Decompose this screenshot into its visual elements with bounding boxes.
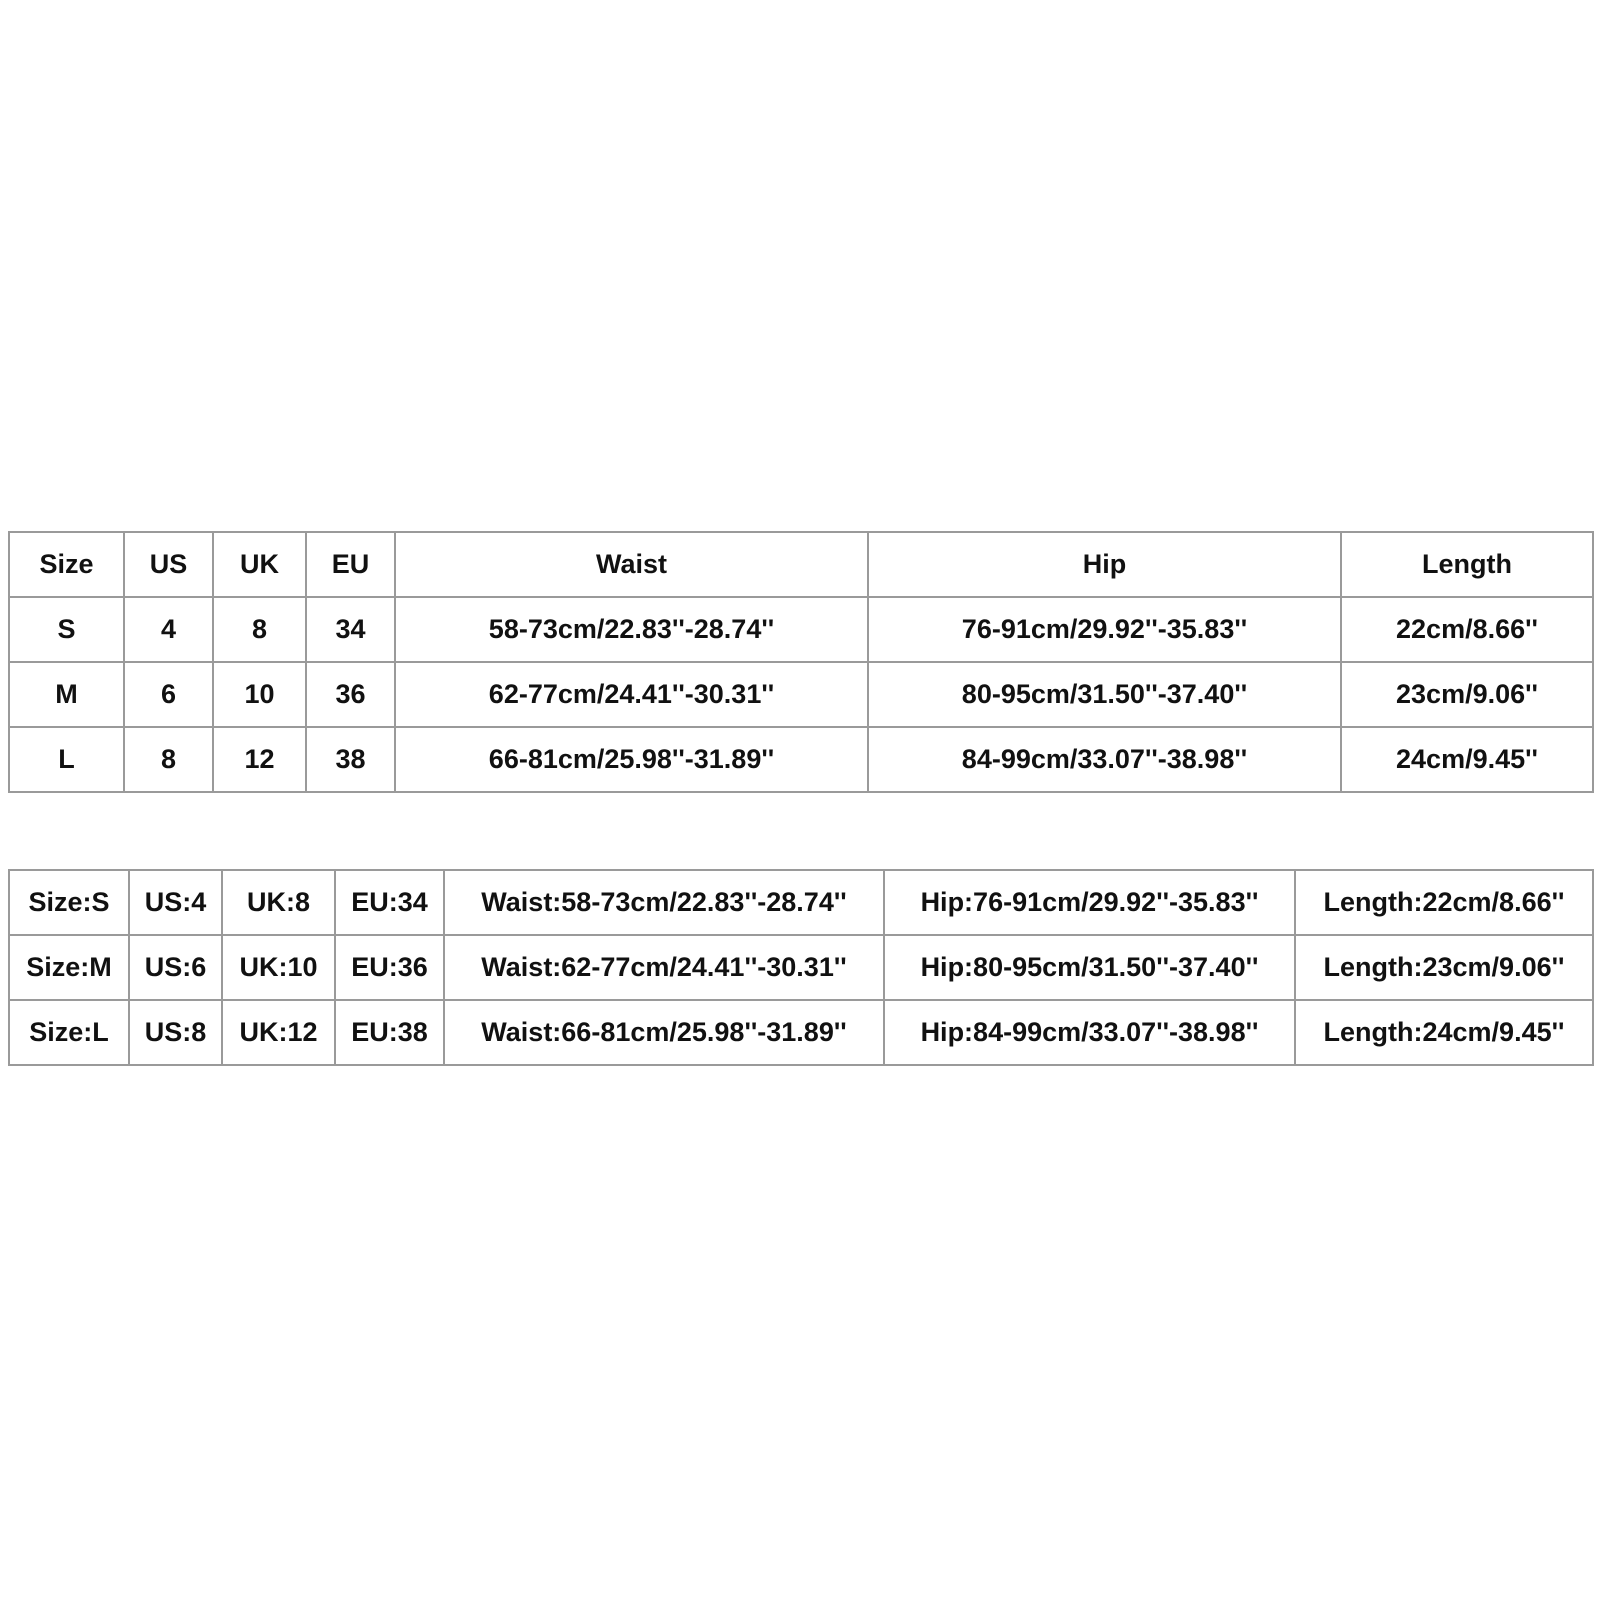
- size-chart-inline-table: [8, 869, 1594, 1066]
- table-row: [9, 1000, 1593, 1065]
- cell-uk: UK:8: [222, 870, 335, 935]
- cell-size: L: [9, 727, 124, 792]
- table-header-row: [9, 532, 1593, 597]
- table-row: [9, 870, 1593, 935]
- cell-uk: 8: [213, 597, 306, 662]
- cell-length: 24cm/9.45'': [1341, 727, 1593, 792]
- cell-size: Size:M: [9, 935, 129, 1000]
- cell-hip: 76-91cm/29.92''-35.83'': [868, 597, 1341, 662]
- cell-eu: 38: [306, 727, 395, 792]
- table-row: [9, 662, 1593, 727]
- header-uk: UK: [213, 532, 306, 597]
- cell-us: US:6: [129, 935, 222, 1000]
- cell-hip: 84-99cm/33.07''-38.98'': [868, 727, 1341, 792]
- table-row: [9, 935, 1593, 1000]
- cell-length: 23cm/9.06'': [1341, 662, 1593, 727]
- table-row: [9, 597, 1593, 662]
- cell-us: 6: [124, 662, 213, 727]
- cell-hip: Hip:80-95cm/31.50''-37.40'': [884, 935, 1295, 1000]
- cell-eu: 36: [306, 662, 395, 727]
- cell-length: Length:24cm/9.45'': [1295, 1000, 1593, 1065]
- cell-size: M: [9, 662, 124, 727]
- cell-hip: 80-95cm/31.50''-37.40'': [868, 662, 1341, 727]
- cell-eu: EU:36: [335, 935, 444, 1000]
- cell-us: US:8: [129, 1000, 222, 1065]
- cell-us: 4: [124, 597, 213, 662]
- cell-us: US:4: [129, 870, 222, 935]
- cell-waist: 58-73cm/22.83''-28.74'': [395, 597, 868, 662]
- cell-hip: Hip:84-99cm/33.07''-38.98'': [884, 1000, 1295, 1065]
- cell-waist: Waist:66-81cm/25.98''-31.89'': [444, 1000, 884, 1065]
- cell-us: 8: [124, 727, 213, 792]
- cell-uk: UK:10: [222, 935, 335, 1000]
- cell-eu: EU:34: [335, 870, 444, 935]
- header-size: Size: [9, 532, 124, 597]
- header-hip: Hip: [868, 532, 1341, 597]
- size-chart-table: [8, 531, 1594, 793]
- header-length: Length: [1341, 532, 1593, 597]
- cell-length: Length:23cm/9.06'': [1295, 935, 1593, 1000]
- cell-eu: 34: [306, 597, 395, 662]
- cell-length: Length:22cm/8.66'': [1295, 870, 1593, 935]
- header-eu: EU: [306, 532, 395, 597]
- cell-uk: 10: [213, 662, 306, 727]
- table-row: [9, 727, 1593, 792]
- cell-uk: UK:12: [222, 1000, 335, 1065]
- cell-waist: 62-77cm/24.41''-30.31'': [395, 662, 868, 727]
- cell-waist: Waist:62-77cm/24.41''-30.31'': [444, 935, 884, 1000]
- cell-size: S: [9, 597, 124, 662]
- cell-uk: 12: [213, 727, 306, 792]
- cell-waist: Waist:58-73cm/22.83''-28.74'': [444, 870, 884, 935]
- header-waist: Waist: [395, 532, 868, 597]
- cell-length: 22cm/8.66'': [1341, 597, 1593, 662]
- cell-eu: EU:38: [335, 1000, 444, 1065]
- header-us: US: [124, 532, 213, 597]
- cell-size: Size:L: [9, 1000, 129, 1065]
- cell-waist: 66-81cm/25.98''-31.89'': [395, 727, 868, 792]
- cell-hip: Hip:76-91cm/29.92''-35.83'': [884, 870, 1295, 935]
- cell-size: Size:S: [9, 870, 129, 935]
